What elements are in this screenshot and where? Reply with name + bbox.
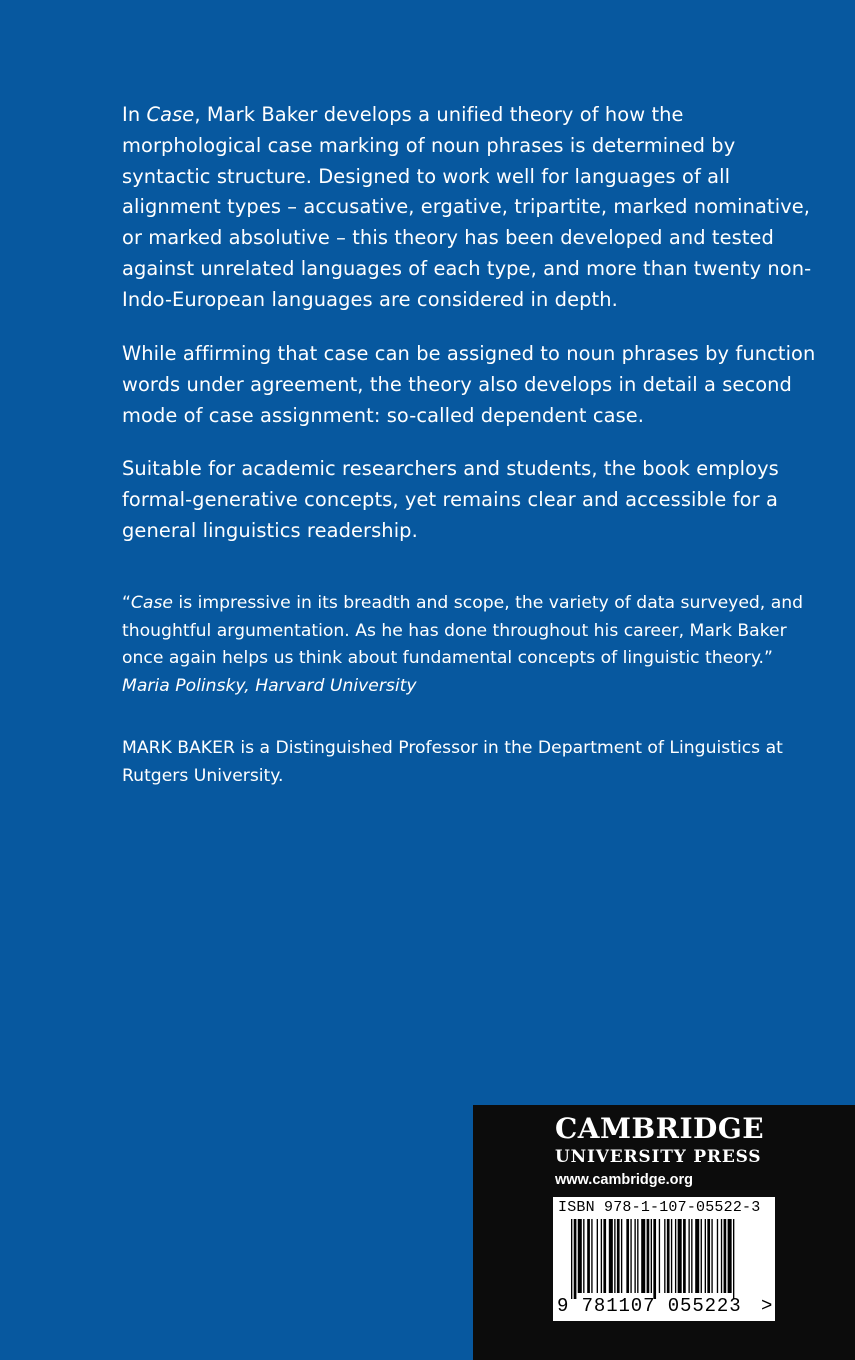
endorsement-book-title: Case [130,593,173,613]
author-bio: MARK BAKER is a Distinguished Professor in the Department of Linguistics at Rutgers University. [122,738,783,786]
barcode-bar [630,1219,631,1293]
barcode-bar [724,1219,727,1293]
book-title: Case [146,103,195,126]
barcode-bar [733,1219,734,1299]
barcode-bar [647,1219,650,1293]
barcode-bar [721,1219,722,1293]
barcode-bar [574,1219,577,1299]
barcode-bar [609,1219,613,1293]
barcode-bar [664,1219,665,1293]
barcode-bar [617,1219,620,1293]
barcode-bar [637,1219,638,1293]
publisher-box [473,1105,855,1360]
barcode-bar [691,1219,692,1293]
description-paragraph-1: In Case, Mark Baker develops a unified theory of how the morphological case marking of noun phrases is determined by syntactic structure. Designed to work well for languages of all alignment types – accusative, ergative, tripartite, marked nominative, or marked absolutive – this theory has been developed and tested against unrelated languages of each type, and more than twenty non-Indo-European languages are considered in depth. [122,103,812,311]
endorsement [122,590,812,700]
barcode-bar [678,1219,682,1293]
barcode-bar [614,1219,615,1293]
barcode-bar [601,1219,602,1293]
barcode-bar [571,1219,572,1299]
barcode-bar [603,1219,606,1293]
publisher-name: CAMBRIDGE [555,1112,765,1145]
barcode-bar [705,1219,706,1293]
barcode-chevron: > [761,1295,773,1317]
barcode-bar [659,1219,660,1293]
barcode-bar [688,1219,689,1293]
barcode-bar [578,1219,582,1293]
barcode-bar [667,1219,670,1293]
barcode-bar [701,1219,702,1293]
barcode-bar [597,1219,598,1293]
barcode-bar [621,1219,622,1293]
publisher-url: www.cambridge.org [555,1172,694,1188]
barcode-bar [587,1219,590,1293]
isbn-label: ISBN 978-1-107-05522-3 [558,1199,761,1216]
barcode-bar [728,1219,732,1293]
barcode-bar [671,1219,672,1293]
barcode-bar [695,1219,699,1293]
description [122,100,822,542]
barcode-bar [707,1219,710,1293]
barcode-bar [626,1219,629,1293]
barcode-bar [641,1219,645,1293]
barcode-bar [583,1219,584,1293]
endorsement-quote: “Case is impressive in its breadth and scope, the variety of data surveyed, and thoughtful argumentation. As he has done throughout his career, Mark Baker once again helps us think about fundamental concepts of linguistic theory.” [122,593,804,668]
description-paragraph-2: While affirming that case can be assigned to noun phrases by function words under agreement, the theory also develops in detail a second mode of case assignment: so-called dependent case. [122,342,816,427]
description-paragraph-3: Suitable for academic researchers and students, the book employs formal-generative concepts, yet remains clear and accessible for a general linguistics readership. [122,457,779,542]
barcode-bar [634,1219,635,1293]
endorsement-attribution: Maria Polinsky, Harvard University [122,675,417,696]
barcode-bar [675,1219,676,1293]
barcode-bar [711,1219,712,1293]
publisher-subtitle: UNIVERSITY PRESS [555,1147,762,1167]
barcode-digits: 9 781107 055223 [557,1295,742,1317]
barcode-bar [653,1219,656,1299]
barcode-bar [651,1219,652,1293]
barcode-bar [591,1219,592,1293]
barcode [553,1197,775,1321]
barcode-bar [683,1219,686,1293]
barcode-bar [717,1219,718,1293]
